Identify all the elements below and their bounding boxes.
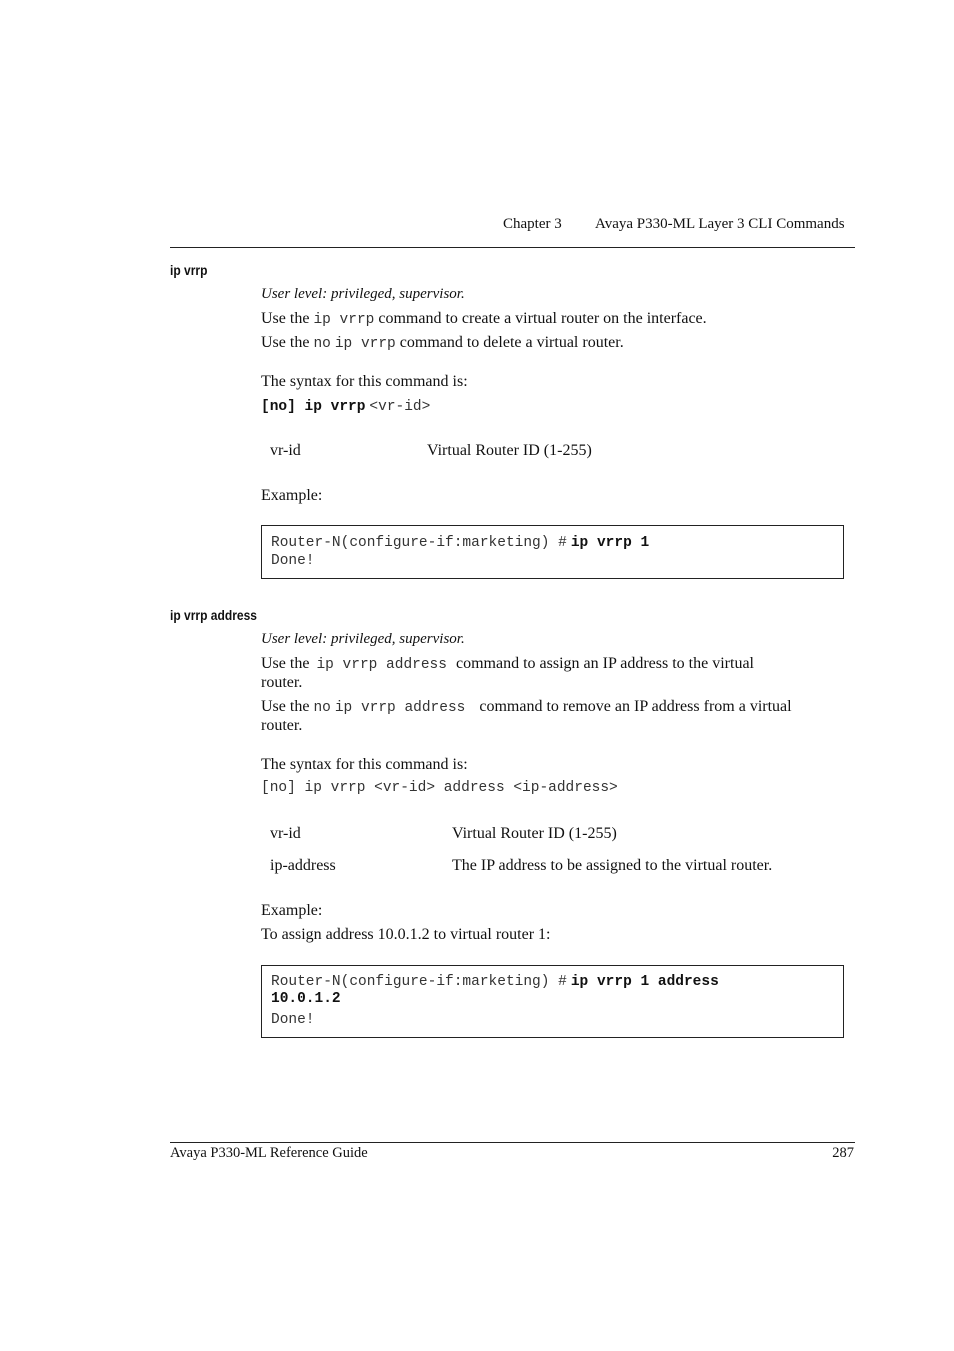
usage-pre: Use the bbox=[261, 655, 310, 672]
code-line bbox=[271, 533, 649, 551]
usage-post: command to create a virtual router on the interface. bbox=[378, 310, 707, 327]
usage-assign-cont: router. bbox=[261, 674, 303, 691]
usage-code: ip vrrp bbox=[313, 312, 375, 328]
param-desc: The IP address to be assigned to the virtual router. bbox=[452, 857, 773, 874]
chapter-title: Avaya P330-ML Layer 3 CLI Commands bbox=[595, 216, 845, 232]
syntax-intro: The syntax for this command is: bbox=[261, 373, 468, 390]
example-label: Example: bbox=[261, 902, 323, 919]
syntax-keyword: [no] ip vrrp bbox=[261, 399, 366, 415]
usage-post: command to assign an IP address to the virtual bbox=[455, 655, 754, 672]
user-level: User level: privileged, supervisor. bbox=[261, 631, 465, 647]
code-command-cont: 10.0.1.2 bbox=[271, 991, 341, 1007]
code-result: Done! bbox=[271, 1012, 315, 1028]
code-example-box bbox=[261, 525, 844, 579]
user-level: User level: privileged, supervisor. bbox=[261, 286, 465, 302]
footer-guide-title: Avaya P330-ML Reference Guide bbox=[170, 1145, 368, 1161]
syntax-arg: <vr-id> bbox=[369, 399, 431, 415]
param-desc: Virtual Router ID (1-255) bbox=[452, 825, 617, 842]
syntax-line: [no] ip vrrp <vr-id> address <ip-address> bbox=[261, 780, 618, 796]
page-number: 287 bbox=[832, 1145, 854, 1161]
usage-remove-cont: router. bbox=[261, 717, 303, 734]
chapter-label: Chapter 3 bbox=[503, 216, 562, 232]
param-name: vr-id bbox=[270, 825, 301, 842]
example-label: Example: bbox=[261, 487, 323, 504]
usage-code: ip vrrp address bbox=[334, 700, 466, 716]
usage-pre: Use the bbox=[261, 310, 310, 327]
usage-delete bbox=[261, 334, 624, 352]
section-heading-ip-vrrp: ip vrrp bbox=[170, 262, 208, 278]
param-name: vr-id bbox=[270, 442, 301, 459]
code-prompt: Router-N(configure-if:marketing) # bbox=[271, 535, 567, 551]
usage-code: ip vrrp bbox=[334, 336, 396, 352]
code-command: ip vrrp 1 address bbox=[570, 974, 719, 990]
usage-code: ip vrrp address bbox=[316, 657, 447, 673]
usage-remove bbox=[261, 698, 792, 716]
example-description: To assign address 10.0.1.2 to virtual router 1: bbox=[261, 926, 551, 943]
header-rule bbox=[170, 247, 855, 248]
param-desc: Virtual Router ID (1-255) bbox=[427, 442, 592, 459]
usage-assign bbox=[261, 655, 754, 673]
syntax-line bbox=[261, 397, 430, 415]
footer-rule bbox=[170, 1142, 855, 1143]
usage-create bbox=[261, 310, 707, 328]
code-prompt: Router-N(configure-if:marketing) # bbox=[271, 974, 567, 990]
param-name: ip-address bbox=[270, 857, 336, 874]
code-command: ip vrrp 1 bbox=[570, 535, 650, 551]
usage-code-no: no bbox=[313, 700, 331, 716]
usage-pre: Use the bbox=[261, 334, 310, 351]
usage-code-no: no bbox=[313, 336, 331, 352]
usage-post: command to delete a virtual router. bbox=[399, 334, 624, 351]
code-example-box bbox=[261, 965, 844, 1038]
code-result: Done! bbox=[271, 553, 315, 569]
syntax-intro: The syntax for this command is: bbox=[261, 756, 468, 773]
code-line bbox=[271, 972, 719, 990]
usage-post: command to remove an IP address from a virtual bbox=[479, 698, 792, 715]
section-heading-ip-vrrp-address: ip vrrp address bbox=[170, 607, 257, 623]
usage-pre: Use the bbox=[261, 698, 310, 715]
